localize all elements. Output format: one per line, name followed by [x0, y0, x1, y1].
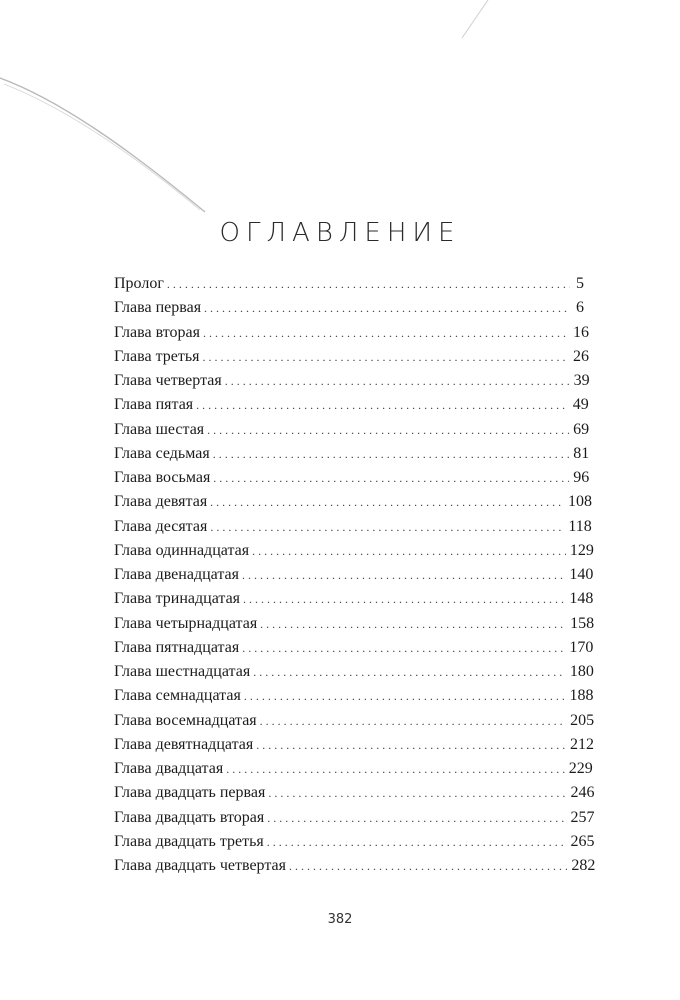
dot-leader [267, 806, 566, 830]
toc-entry [114, 733, 594, 757]
toc-entry [114, 684, 594, 708]
dot-leader [203, 345, 569, 369]
toc-entry [114, 515, 592, 539]
toc-entry-label: Глава двадцать четвертая [114, 857, 286, 874]
dot-leader [242, 636, 565, 660]
toc-entry-page: 257 [570, 808, 595, 826]
toc-entry-label: Глава двенадцатая [114, 566, 239, 583]
toc-entry-page: 246 [570, 784, 595, 802]
toc-entry [114, 612, 595, 636]
toc-entry-page: 16 [572, 323, 589, 341]
dot-leader [289, 854, 567, 878]
toc-entry-label: Глава двадцать первая [114, 784, 266, 802]
toc-entry-label: Пролог [114, 275, 164, 292]
toc-entry [114, 636, 594, 660]
dot-leader [207, 418, 569, 442]
toc-entry [114, 539, 594, 563]
toc-entry-page: 129 [569, 541, 594, 559]
toc-entry-label: Глава десятая [114, 517, 208, 535]
toc-entry-page: 6 [576, 299, 584, 317]
toc-entry [114, 781, 595, 805]
dot-leader [260, 612, 566, 636]
toc-entry [114, 490, 592, 514]
toc-entry-label: Глава двадцать вторая [114, 808, 265, 826]
dot-leader [252, 539, 566, 563]
toc-entry [114, 587, 594, 611]
toc-entry-page: 108 [568, 493, 592, 511]
toc-entry-page: 49 [572, 396, 589, 414]
toc-entry [114, 806, 595, 830]
dot-leader [243, 587, 565, 611]
toc-entry [114, 757, 593, 781]
toc-entry [114, 345, 589, 369]
toc-entry-label: Глава седьмая [114, 444, 210, 462]
dot-leader [203, 321, 569, 345]
toc-entry-page: 5 [576, 275, 584, 292]
dot-leader [242, 563, 565, 587]
toc-entry [114, 830, 595, 854]
toc-entry-page: 81 [573, 444, 590, 462]
toc-entry [114, 321, 589, 345]
toc-entry [114, 854, 596, 878]
toc-entry-label: Глава девятая [114, 493, 208, 511]
toc-entry-page: 229 [568, 760, 593, 777]
dot-leader [244, 684, 566, 708]
dot-leader [213, 466, 569, 490]
toc-entry-label: Глава девятнадцатая [114, 735, 254, 753]
toc-entry-page: 96 [573, 469, 590, 486]
toc-entry-page: 205 [570, 711, 595, 729]
toc-entry-page: 188 [569, 687, 594, 705]
toc-entry-label: Глава четвертая [114, 372, 222, 389]
toc-entry-label: Глава шестнадцатая [114, 663, 251, 680]
toc-entry-page: 26 [572, 347, 589, 365]
toc-entry-label: Глава двадцатая [114, 760, 224, 777]
toc-entry-page: 118 [568, 517, 592, 535]
dot-leader [267, 830, 567, 854]
toc-entry-label: Глава четырнадцатая [114, 614, 258, 632]
toc-entry [114, 369, 590, 393]
toc-entry [114, 393, 589, 417]
toc-entry-label: Глава тринадцатая [114, 590, 241, 608]
toc-entry-page: 282 [571, 857, 596, 874]
toc-entry-page: 170 [569, 638, 594, 656]
toc-entry-label: Глава третья [114, 347, 200, 365]
toc-entry [114, 660, 594, 684]
toc-entry [114, 418, 590, 442]
scan-artifact-lines [0, 0, 680, 220]
dot-leader [260, 709, 566, 733]
toc-entry [114, 466, 590, 490]
toc-entry [114, 709, 595, 733]
toc-entry-label: Глава семнадцатая [114, 687, 241, 705]
toc-entry-page: 212 [570, 735, 594, 753]
toc-list [114, 272, 596, 878]
toc-entry-label: Глава восьмая [114, 469, 211, 486]
dot-leader [204, 296, 570, 320]
toc-entry-label: Глава пятнадцатая [114, 638, 240, 656]
dot-leader [167, 272, 570, 296]
toc-entry-label: Глава шестая [114, 420, 205, 438]
dot-leader [226, 757, 565, 781]
dot-leader [225, 369, 570, 393]
toc-entry-page: 39 [573, 372, 590, 389]
page-number: 382 [327, 912, 353, 927]
dot-leader [213, 442, 570, 466]
toc-entry-label: Глава первая [114, 299, 202, 317]
toc-entry-label: Глава восемнадцатая [114, 711, 257, 729]
toc-entry [114, 296, 584, 320]
toc-entry [114, 563, 594, 587]
toc-entry-label: Глава одиннадцатая [114, 541, 250, 559]
toc-entry-page: 265 [570, 832, 595, 850]
dot-leader [253, 660, 566, 684]
dot-leader [256, 733, 566, 757]
toc-entry-label: Глава вторая [114, 323, 200, 341]
toc-entry [114, 442, 590, 466]
dot-leader [196, 393, 569, 417]
toc-entry-page: 158 [570, 614, 595, 632]
toc-entry-page: 180 [569, 663, 594, 680]
toc-entry-page: 69 [573, 420, 590, 438]
toc-entry-page: 140 [569, 566, 594, 583]
toc-entry-label: Глава пятая [114, 396, 194, 414]
dot-leader [210, 490, 564, 514]
toc-entry [114, 272, 584, 296]
dot-leader [268, 781, 566, 805]
toc-entry-page: 148 [569, 590, 594, 608]
dot-leader [210, 515, 564, 539]
toc-heading: ОГЛАВЛЕНИЕ [219, 218, 461, 248]
toc-entry-label: Глава двадцать третья [114, 832, 264, 850]
